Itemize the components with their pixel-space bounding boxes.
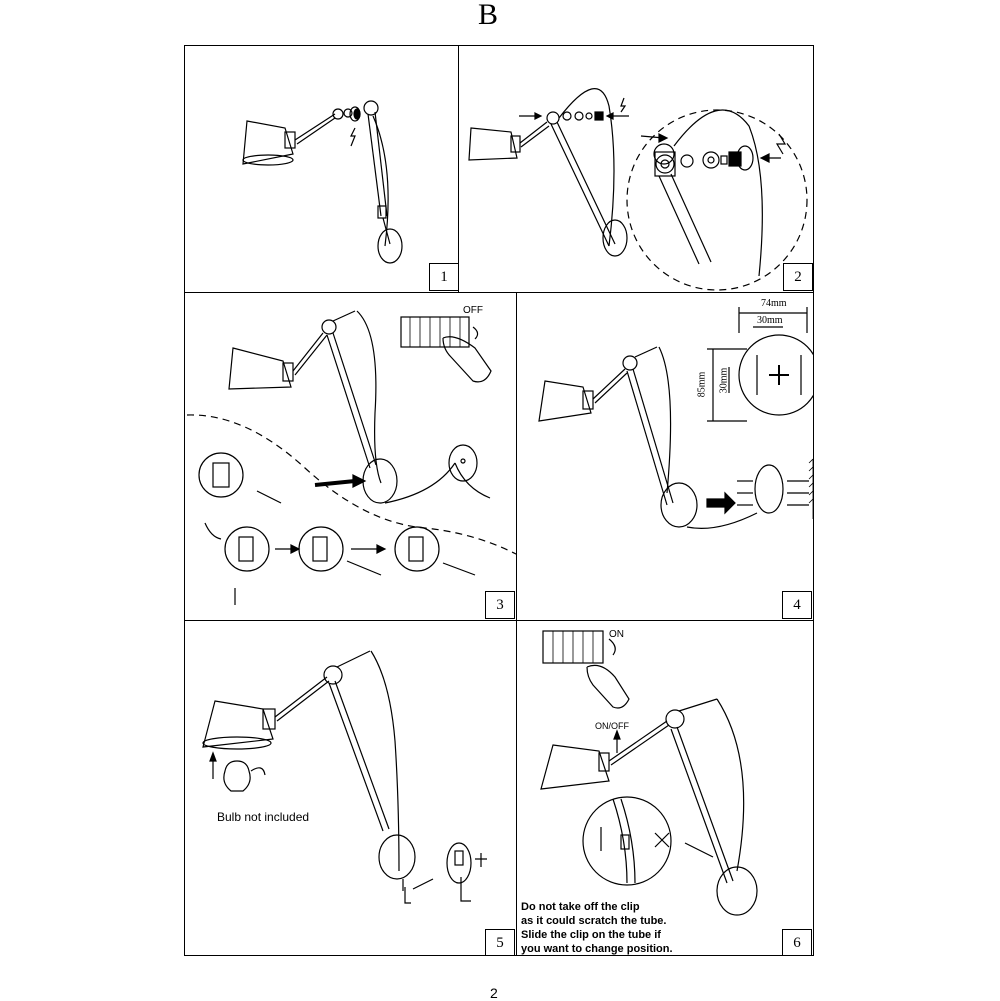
clip-note-line: Do not take off the clip [521,901,640,913]
dim-height-outer: 85mm [696,371,708,398]
lamp-drawing-step-1 [185,46,460,293]
dim-width-inner: 30mm [757,315,783,326]
onoff-label: ON/OFF [595,721,629,731]
step-number: 2 [783,263,813,291]
step-1-panel [184,45,460,293]
step-2-panel [458,45,814,293]
lamp-drawing-step-5 [185,621,517,956]
clip-note [521,900,731,956]
step-number: 6 [782,929,812,956]
clip-note-line: Slide the clip on the tube if [521,929,661,941]
step-number: 5 [485,929,515,956]
step-number: 1 [429,263,459,291]
step-number: 4 [782,591,812,619]
page-number: 2 [490,985,498,1001]
step-5-panel [184,620,517,956]
lamp-drawing-step-2 [459,46,814,293]
step-3-panel [184,292,517,621]
lamp-drawing-step-4 [517,293,814,621]
switch-on-label: ON [609,629,624,640]
bulb-note: Bulb not included [217,810,310,824]
switch-off-label: OFF [463,305,483,316]
step-6-panel [516,620,814,956]
lamp-drawing-step-3 [185,293,517,621]
step-number: 3 [485,591,515,619]
clip-note-line: as it could scratch the tube. [521,915,667,927]
dim-height-inner: 30mm [718,367,730,394]
clip-note-line: you want to change position. [521,943,673,955]
dim-width-outer: 74mm [761,298,787,309]
step-4-panel [516,292,814,621]
section-letter: B [478,0,499,31]
